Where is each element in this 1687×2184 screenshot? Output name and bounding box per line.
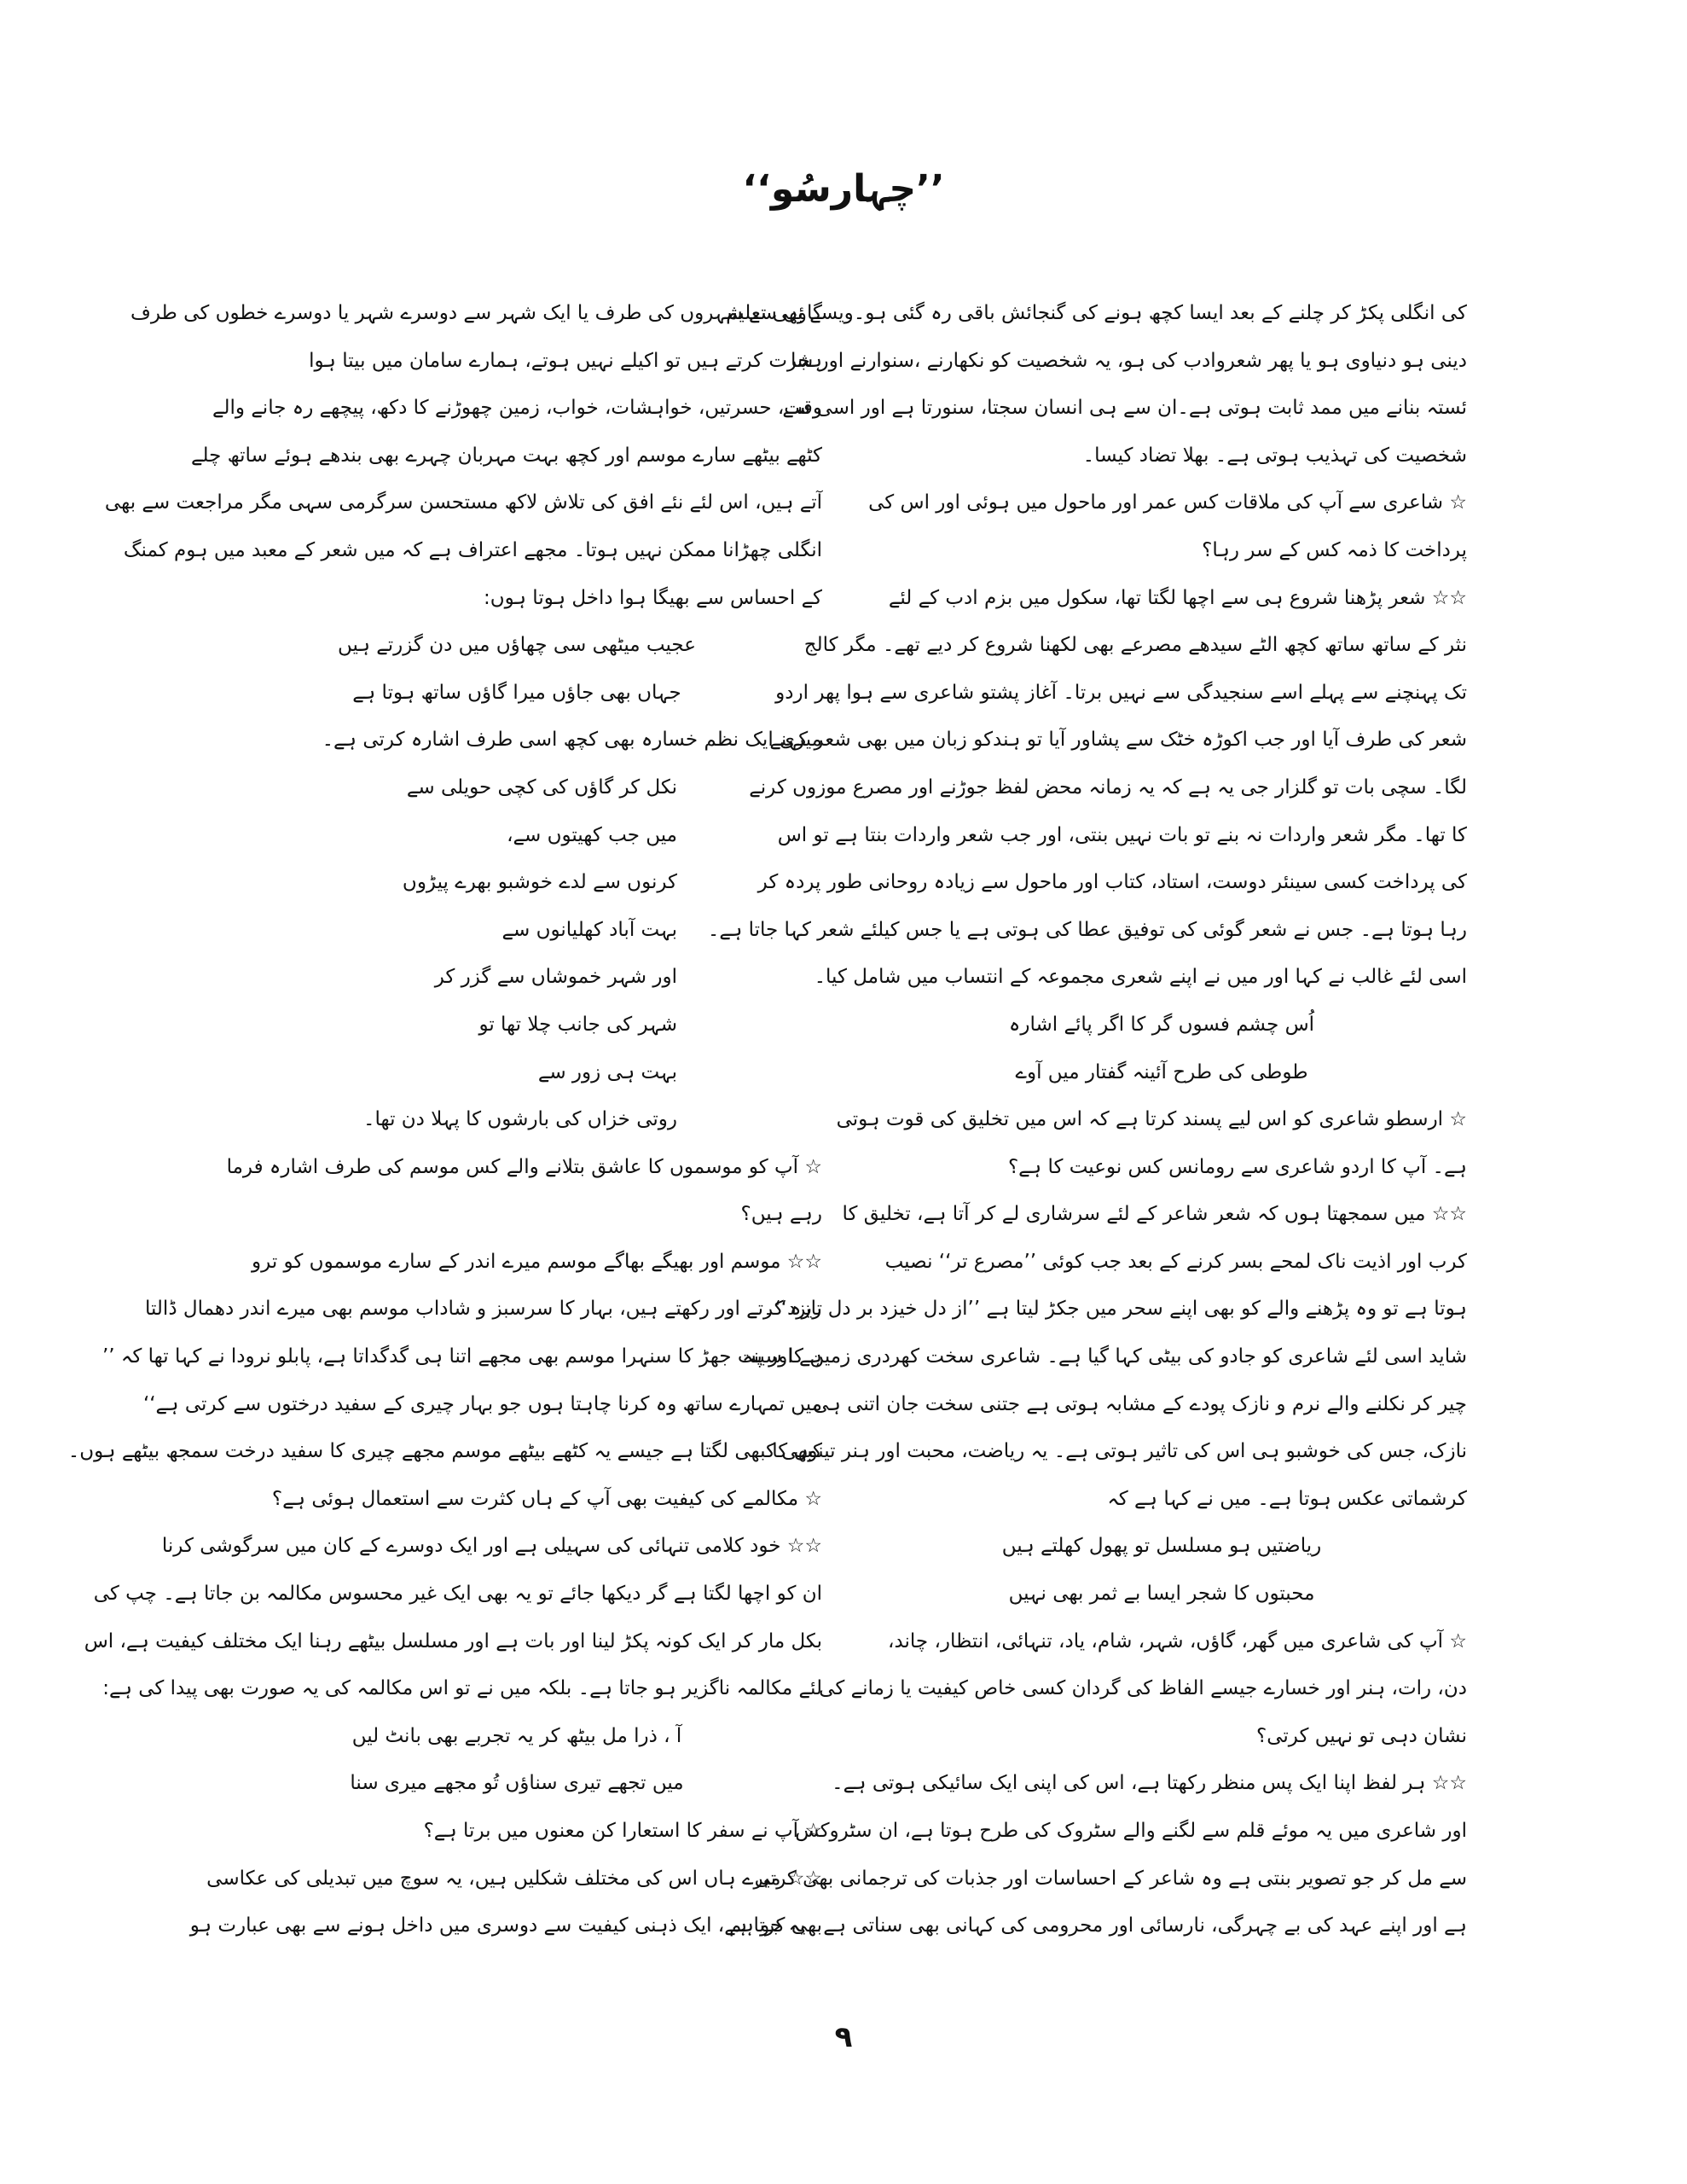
verse-line: ریاضتیں ہو مسلسل تو پھول کھلتے ہیں xyxy=(1001,1535,1322,1558)
text-line: ☆ شاعری سے آپ کی ملاقات کس عمر اور ماحول میں ہوئی اور اس کی xyxy=(868,491,1467,514)
verse-line: میں جب کھیتوں سے، xyxy=(507,823,677,846)
text-line: ☆ آپ کی شاعری میں گھر، گاؤں، شہر، شام، یاد، تنہائی، انتظار، چاند، xyxy=(888,1629,1467,1653)
text-line: کٹھے بیٹھے سارے موسم اور کچھ بہت مہربان چہرے بھی بندھے ہوئے ساتھ چلے xyxy=(190,444,822,467)
text-line: کے احساس سے بھیگا ہوا داخل ہوتا ہوں: xyxy=(484,586,822,609)
text-line: کا تھا۔ مگر شعر واردات نہ بنے تو بات نہیں بنتی، اور جب شعر واردات بنتا ہے تو اس xyxy=(777,823,1467,846)
verse-line: جہاں بھی جاؤں میرا گاؤں ساتھ ہوتا ہے xyxy=(352,681,681,704)
text-line: تک پہنچنے سے پہلے اسے سنجیدگی سے نہیں برتا۔ آغاز پشتو شاعری سے ہوا پھر اردو xyxy=(775,681,1467,704)
text-line: گاؤں سے شہروں کی طرف یا ایک شہر سے دوسرے شہر یا دوسرے خطوں کی طرف xyxy=(130,302,822,324)
text-line: بھی کرتا ہے، ایک ذہنی کیفیت سے دوسری میں داخل ہونے سے بھی عبارت ہو xyxy=(189,1914,822,1937)
verse-line: اور شہر خموشاں سے گزر کر xyxy=(434,966,677,989)
text-line: ہے اور پت جھڑ کا سنہرا موسم بھی مجھے اتنا ہی گدگداتا ہے، پابلو نرودا نے کہا تھا کہ ’’ xyxy=(101,1345,822,1368)
verse-line: شہر کی جانب چلا تھا تو xyxy=(478,1013,677,1036)
text-line: اور شاعری میں یہ موئے قلم سے لگنے والے سٹروک کی طرح ہوتا ہے، ان سٹروکس xyxy=(795,1820,1467,1842)
text-line: لئے مکالمہ ناگزیر ہو جاتا ہے۔ بلکہ میں نے تو اس مکالمہ کی یہ صورت بھی پیدا کی ہے: xyxy=(102,1677,822,1700)
page-title: ’’چہارسُو‘‘ xyxy=(742,167,945,211)
text-line: ہجرت کرتے ہیں تو اکیلے نہیں ہوتے، ہمارے سامان میں بیتا ہوا xyxy=(309,349,822,372)
verse-line: آ ، ذرا مل بیٹھ کر یہ تجربے بھی بانٹ لیں xyxy=(351,1724,682,1747)
text-line: ان کو اچھا لگتا ہے گر دیکھا جائے تو یہ بھی ایک غیر محسوس مکالمہ بن جاتا ہے۔ چپ کی xyxy=(93,1583,822,1606)
text-line: ☆☆ موسم اور بھیگے بھاگے موسم میرے اندر کے سارے موسموں کو ترو xyxy=(252,1250,822,1273)
text-line: نشان دہی تو نہیں کرتی؟ xyxy=(1256,1724,1467,1747)
verse-line: میں تجھے تیری سناؤں تُو مجھے میری سنا xyxy=(350,1772,684,1795)
text-line: ☆ ارسطو شاعری کو اس لیے پسند کرتا ہے کہ اس میں تخلیق کی قوت ہوتی xyxy=(836,1108,1467,1131)
text-line: شخصیت کی تہذیب ہوتی ہے۔ بھلا تضاد کیسا۔ xyxy=(1082,444,1467,467)
left-column xyxy=(67,290,822,1950)
text-line: کرشماتی عکس ہوتا ہے۔ میں نے کہا ہے کہ xyxy=(1107,1487,1467,1510)
text-line: لگا۔ سچی بات تو گلزار جی یہ ہے کہ یہ زمانہ محض لفظ جوڑنے اور مصرع موزوں کرنے xyxy=(749,775,1467,799)
text-line: ہے اور اپنے عہد کی بے چہرگی، نارسائی اور محرومی کی کہانی بھی سناتی ہے۔ یہ جو ہم xyxy=(729,1914,1467,1937)
text-line: ☆☆ میں سمجھتا ہوں کہ شعر شاعر کے لئے سرشاری لے کر آتا ہے، تخلیق کا xyxy=(842,1203,1467,1226)
text-line: ☆☆ ہر لفظ اپنا ایک پس منظر رکھتا ہے، اس کی اپنی ایک سائیکی ہوتی ہے۔ xyxy=(832,1772,1467,1795)
text-line: بکل مار کر ایک کونہ پکڑ لینا اور بات ہے اور مسلسل بیٹھے رہنا ایک مختلف کیفیت ہے، اس xyxy=(84,1629,822,1653)
text-line: نثر کے ساتھ ساتھ کچھ الٹے سیدھے مصرعے بھی لکھنا شروع کر دیے تھے۔ مگر کالج xyxy=(803,634,1467,657)
verse-line: نکل کر گاؤں کی کچی حویلی سے xyxy=(406,775,677,799)
text-line: ☆ مکالمے کی کیفیت بھی آپ کے ہاں کثرت سے استعمال ہوئی ہے؟ xyxy=(271,1487,822,1510)
verse-line: کرنوں سے لدے خوشبو بھرے پیڑوں xyxy=(402,871,677,894)
verse-line: اُس چشم فسوں گر کا اگر پائے اشارہ xyxy=(1008,1013,1315,1036)
page-number: ۹ xyxy=(834,2020,853,2054)
text-line: انگلی چھڑانا ممکن نہیں ہوتا۔ مجھے اعتراف ہے کہ میں شعر کے معبد میں ہوم کمنگ xyxy=(123,538,822,561)
text-line: ☆☆ شعر پڑھنا شروع ہی سے اچھا لگتا تھا، سکول میں بزم ادب کے لئے xyxy=(888,586,1467,609)
verse-line: بہت آباد کھلیانوں سے xyxy=(501,918,677,941)
text-line: ☆☆ میرے ہاں اس کی مختلف شکلیں ہیں، یہ سوچ میں تبدیلی کی عکاسی xyxy=(206,1867,822,1890)
text-line: دن، رات، ہنر اور خسارے جیسے الفاظ کی گردان کسی خاص کیفیت یا زمانے کی xyxy=(819,1677,1467,1700)
text-line: کی انگلی پکڑ کر چلنے کے بعد ایسا کچھ ہونے کی گنجائش باقی رہ گئی ہو۔ویسے بھی تعلیم xyxy=(726,302,1467,324)
text-line: ہے۔ آپ کا اردو شاعری سے رومانس کس نوعیت کا ہے؟ xyxy=(1007,1155,1467,1178)
text-line: کبھی کبھی لگتا ہے جیسے یہ کٹھے بیٹھے موسم مجھے چیری کا سفید درخت سمجھ بیٹھے ہوں۔ xyxy=(67,1440,822,1463)
text-line: شاید اسی لئے شاعری کو جادو کی بیٹی کہا گیا ہے۔ شاعری سخت کھردری زمین کا سینہ xyxy=(742,1345,1467,1368)
text-line: شعر کی طرف آیا اور جب اکوڑہ خٹک سے پشاور آیا تو ہندکو زبان میں بھی شعر کہنے xyxy=(769,729,1467,752)
text-line: تازہ کرتے اور رکھتے ہیں، بہار کا سرسبز و شاداب موسم بھی میرے اندر دھمال ڈالتا xyxy=(144,1298,822,1321)
text-line: رہا ہوتا ہے۔ جس نے شعر گوئی کی توفیق عطا کی ہوتی ہے یا جس کیلئے شعر کہا جاتا ہے۔ xyxy=(707,918,1467,941)
text-line: سے مل کر جو تصویر بنتی ہے وہ شاعر کے احساسات اور جذبات کی ترجمانی بھی کرتی xyxy=(754,1867,1467,1890)
text-line: میری ایک نظم خسارہ بھی کچھ اسی طرف اشارہ کرتی ہے۔ xyxy=(322,729,822,752)
text-line: کرب اور اذیت ناک لمحے بسر کرنے کے بعد جب کوئی ’’مصرع تر‘‘ نصیب xyxy=(884,1250,1467,1273)
text-line: ئستہ بنانے میں ممد ثابت ہوتی ہے۔ان سے ہی انسان سجتا، سنورتا ہے اور اسی سے xyxy=(782,397,1467,420)
text-line: ☆ آپ نے سفر کا استعارا کن معنوں میں برتا ہے؟ xyxy=(423,1820,822,1842)
text-line: وقت، حسرتیں، خواہشات، خواب، زمین چھوڑنے کا دکھ، پیچھے رہ جانے والے xyxy=(212,397,822,420)
text-line: دینی ہو دنیاوی ہو یا پھر شعروادب کی ہو، یہ شخصیت کو نکھارنے ،سنوارنے اور شا xyxy=(790,349,1467,372)
text-line: نازک، جس کی خوشبو ہی اس کی تاثیر ہوتی ہے۔ یہ ریاضت، محبت اور ہنر تینوں کا xyxy=(772,1440,1467,1463)
verse-line: عجیب میٹھی سی چھاؤں میں دن گزرتے ہیں xyxy=(338,634,696,657)
text-line: میں تمہارے ساتھ وہ کرنا چاہتا ہوں جو بہار چیری کے سفید درختوں سے کرتی ہے‘‘ xyxy=(142,1392,822,1415)
verse-line: طوطی کی طرح آئینہ گفتار میں آوے xyxy=(1015,1060,1308,1083)
text-line: ہوتا ہے تو وہ پڑھنے والے کو بھی اپنے سحر میں جکڑ لیتا ہے ’’از دل خیزد بر دل ریزد‘‘۔ xyxy=(762,1298,1467,1321)
verse-line: محبتوں کا شجر ایسا بے ثمر بھی نہیں xyxy=(1008,1583,1315,1606)
verse-line: روتی خزاں کی بارشوں کا پہلا دن تھا۔ xyxy=(362,1108,677,1131)
verse-line: بہت ہی زور سے xyxy=(537,1060,677,1083)
text-line: ☆ آپ کو موسموں کا عاشق بتلانے والے کس موسم کی طرف اشارہ فرما xyxy=(226,1155,822,1178)
text-line: پرداخت کا ذمہ کس کے سر رہا؟ xyxy=(1202,538,1467,561)
text-line: اسی لئے غالب نے کہا اور میں نے اپنے شعری مجموعہ کے انتساب میں شامل کیا۔ xyxy=(814,966,1467,989)
text-line: کی پرداخت کسی سینئر دوست، استاد، کتاب اور ماحول سے زیادہ روحانی طور پردہ کر xyxy=(757,871,1467,894)
text-line: ☆☆ خود کلامی تنہائی کی سہیلی ہے اور ایک دوسرے کے کان میں سرگوشی کرنا xyxy=(161,1535,822,1558)
text-line: رہے ہیں؟ xyxy=(740,1203,822,1226)
text-line: چیر کر نکلنے والے نرم و نازک پودے کے مشابہ ہوتی ہے جتنی سخت جان اتنی ہی xyxy=(813,1392,1467,1415)
text-line: آتے ہیں، اس لئے نئے افق کی تلاش لاکھ مستحسن سرگرمی سہی مگر مراجعت سے بھی xyxy=(104,491,822,514)
